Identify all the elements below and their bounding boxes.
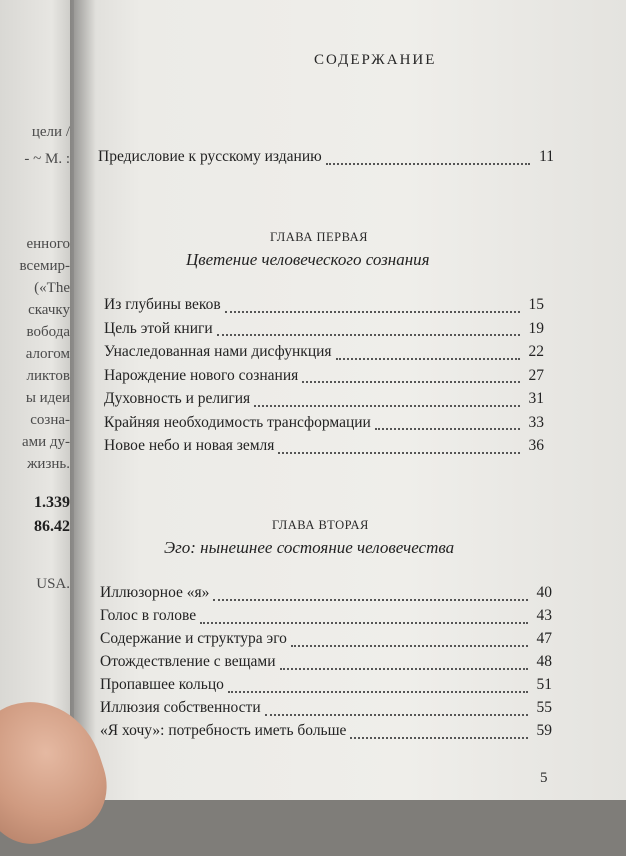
previous-page-text-fragment: («The <box>34 280 70 296</box>
toc-entry <box>104 437 544 457</box>
toc-entry-title: Унаследованная нами дисфункция <box>104 343 332 360</box>
toc-entry <box>100 653 552 673</box>
toc-entry <box>104 367 544 387</box>
toc-entry <box>100 607 552 627</box>
dot-leader <box>280 667 529 670</box>
toc-entry <box>100 676 552 696</box>
dot-leader <box>217 333 520 336</box>
toc-entry-title: Иллюзия собственности <box>100 699 261 716</box>
previous-page-text-fragment: созна- <box>30 412 70 428</box>
toc-entry-page: 27 <box>528 366 544 384</box>
previous-page-text-fragment: всемир- <box>19 258 70 274</box>
toc-entry-title: «Я хочу»: потребность иметь больше <box>100 722 347 739</box>
previous-page-text-fragment: ы идеи <box>25 390 70 406</box>
toc-entry-page: 43 <box>536 607 552 624</box>
toc-entry <box>100 699 552 719</box>
toc-entry-page: 51 <box>536 676 552 693</box>
previous-page-text-fragment: алогом <box>25 346 70 362</box>
toc-entry-page: 31 <box>528 390 544 407</box>
toc-entry <box>100 630 552 650</box>
toc-entry <box>104 390 544 410</box>
chapter-title: Эго: нынешнее состояние человечества <box>164 538 455 557</box>
toc-entry <box>104 343 544 363</box>
chapter-label: ГЛАВА ПЕРВАЯ <box>270 230 369 244</box>
dot-leader <box>278 451 520 454</box>
toc-entry <box>104 296 544 316</box>
previous-page-text-fragment: ами ду- <box>21 434 70 450</box>
toc-entry-title: Иллюзорное «я» <box>100 584 210 601</box>
dot-leader <box>265 713 528 716</box>
dot-leader <box>225 310 520 313</box>
previous-page-text-fragment: - ~ М. : <box>24 151 70 167</box>
toc-entry-title: Из глубины веков <box>104 296 221 313</box>
toc-entry <box>100 584 552 604</box>
toc-entry-page: 33 <box>528 413 544 431</box>
toc-entry <box>104 414 544 434</box>
previous-page-text-fragment: ликтов <box>26 368 70 384</box>
dot-leader <box>326 162 530 165</box>
dot-leader <box>350 736 528 739</box>
dot-leader <box>302 380 520 383</box>
toc-entry-page: 48 <box>536 653 552 670</box>
toc-entry-page: 19 <box>528 319 544 337</box>
toc-entry <box>100 722 552 742</box>
toc-entry-title: Содержание и структура эго <box>100 630 287 647</box>
page-title: СОДЕРЖАНИЕ <box>314 52 437 68</box>
previous-page-text-fragment: 1.339 <box>34 494 70 511</box>
previous-page-text-fragment: 86.42 <box>34 518 70 535</box>
toc-entry-title: Пропавшее кольцо <box>100 676 224 693</box>
dot-leader <box>200 621 528 624</box>
toc-entry-page: 59 <box>536 722 552 739</box>
toc-entry-title: Крайняя необходимость трансформации <box>104 413 371 431</box>
toc-entry-page: 15 <box>528 296 544 313</box>
previous-page-text-fragment: скачку <box>28 302 70 318</box>
dot-leader <box>228 690 528 693</box>
previous-page-text-fragment: вобода <box>26 324 70 340</box>
previous-page-edge <box>0 0 74 800</box>
toc-entry <box>104 320 544 340</box>
toc-entry-title: Новое небо и новая земля <box>104 437 275 454</box>
toc-entry-title: Нарождение нового сознания <box>104 366 299 384</box>
previous-page-text-fragment: цели / <box>31 124 70 140</box>
toc-entry-page: 11 <box>539 148 554 165</box>
toc-entry-title: Голос в голове <box>100 607 197 624</box>
previous-page-text-fragment: енного <box>26 236 70 252</box>
dot-leader <box>291 644 528 647</box>
book-gutter-shadow <box>70 0 96 800</box>
page-number: 5 <box>540 770 548 786</box>
book-page <box>74 0 626 800</box>
dot-leader <box>336 357 520 360</box>
dot-leader <box>375 427 520 430</box>
toc-entry-preface <box>98 148 554 168</box>
toc-entry-title: Духовность и религия <box>104 390 251 407</box>
toc-entry-title: Отождествление с вещами <box>100 653 276 670</box>
chapter-label: ГЛАВА ВТОРАЯ <box>272 518 369 532</box>
toc-entry-page: 47 <box>536 630 552 647</box>
toc-entry-page: 40 <box>536 584 552 601</box>
toc-entry-page: 55 <box>536 699 552 716</box>
toc-entry-title: Цель этой книги <box>104 319 213 337</box>
toc-entry-page: 22 <box>528 343 544 360</box>
chapter-title: Цветение человеческого сознания <box>186 250 430 269</box>
toc-entry-page: 36 <box>528 437 544 454</box>
dot-leader <box>213 598 528 601</box>
dot-leader <box>254 404 520 407</box>
previous-page-text-fragment: жизнь. <box>27 456 70 472</box>
toc-entry-title: Предисловие к русскому изданию <box>98 148 322 165</box>
previous-page-text-fragment: USA. <box>36 576 70 592</box>
